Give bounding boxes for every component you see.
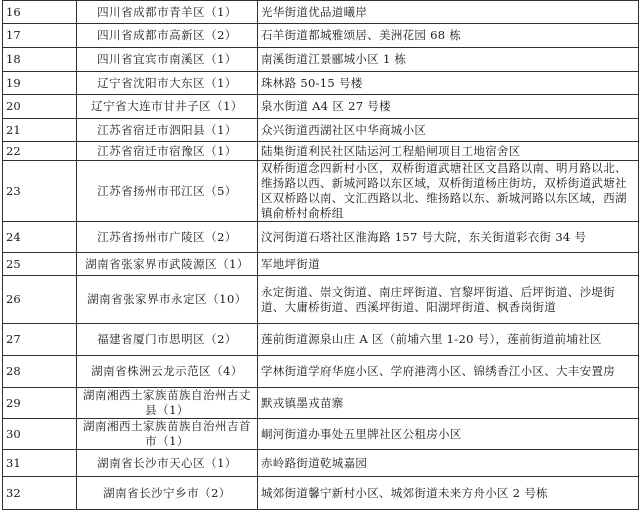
region-cell: 湖南省长沙市天心区（1） [77,450,258,477]
address-cell: 光华街道优品道曦岸 [258,1,639,24]
address-cell: 陆集街道利民社区陆运河工程船闸项目工地宿舍区 [258,142,639,161]
region-cell: 福建省厦门市思明区（2） [77,324,258,356]
table-row [3,276,639,324]
region-cell: 四川省成都市高新区（2） [77,24,258,48]
address-cell: 城郊街道馨宁新村小区、城郊街道未来方舟小区 2 号栋 [258,477,639,510]
table-row [3,95,639,119]
row-number: 17 [3,24,77,48]
address-cell: 双桥街道念四新村小区，双桥街道武塘社区文昌路以南、明月路以北、维扬路以西、新城河路以东区域，双桥街道杨庄街坊，双桥街道武塘社区双桥路以南、文汇西路以北、维扬路以东、新城河路以东区域，西湖镇俞桥村俞桥组 [258,161,639,222]
address-cell: 峒河街道办事处五里牌社区公租房小区 [258,419,639,450]
table-row [3,119,639,142]
address-cell: 珠林路 50-15 号楼 [258,72,639,95]
region-cell: 湖南省株洲云龙示范区（4） [77,356,258,388]
table-row [3,477,639,510]
region-cell: 湖南湘西土家族苗族自治州吉首市（1） [77,419,258,450]
table-row [3,24,639,48]
row-number: 16 [3,1,77,24]
table-row [3,388,639,419]
table-row [3,142,639,161]
address-cell: 南溪街道江景郦城小区 1 栋 [258,48,639,72]
row-number: 28 [3,356,77,388]
row-number: 27 [3,324,77,356]
region-cell: 江苏省宿迁市宿豫区（1） [77,142,258,161]
row-number: 29 [3,388,77,419]
address-cell: 学林街道学府华庭小区、学府港湾小区、锦绣香江小区、大丰安置房 [258,356,639,388]
region-cell: 湖南省长沙宁乡市（2） [77,477,258,510]
table-row [3,222,639,253]
row-number: 21 [3,119,77,142]
address-cell: 众兴街道西湖社区中华商城小区 [258,119,639,142]
risk-area-table [2,0,639,510]
row-number: 31 [3,450,77,477]
table-row [3,48,639,72]
region-cell: 江苏省宿迁市泗阳县（1） [77,119,258,142]
region-cell: 辽宁省沈阳市大东区（1） [77,72,258,95]
address-cell: 汶河街道石塔社区淮海路 157 号大院，东关街道彩衣街 34 号 [258,222,639,253]
table-row [3,253,639,276]
table-row [3,1,639,24]
region-cell: 湖南省张家界市永定区（10） [77,276,258,324]
row-number: 25 [3,253,77,276]
address-cell: 石羊街道都城雅颂居、美洲花园 68 栋 [258,24,639,48]
region-cell: 辽宁省大连市甘井子区（1） [77,95,258,119]
table-row [3,450,639,477]
region-cell: 四川省成都市青羊区（1） [77,1,258,24]
row-number: 30 [3,419,77,450]
table-row [3,419,639,450]
region-cell: 江苏省扬州市广陵区（2） [77,222,258,253]
address-cell: 默戎镇墨戎苗寨 [258,388,639,419]
row-number: 24 [3,222,77,253]
row-number: 26 [3,276,77,324]
address-cell: 赤岭路街道乾城嘉园 [258,450,639,477]
row-number: 23 [3,161,77,222]
address-cell: 军地坪街道 [258,253,639,276]
row-number: 22 [3,142,77,161]
table-row [3,161,639,222]
region-cell: 四川省宜宾市南溪区（1） [77,48,258,72]
table-row [3,72,639,95]
table-row [3,324,639,356]
table-body [3,1,639,510]
address-cell: 泉水街道 A4 区 27 号楼 [258,95,639,119]
region-cell: 湖南省张家界市武陵源区（1） [77,253,258,276]
row-number: 20 [3,95,77,119]
row-number: 19 [3,72,77,95]
address-cell: 永定街道、崇文街道、南庄坪街道、官黎坪街道、后坪街道、沙堤街道、大庸桥街道、西溪坪街道、阳湖坪街道、枫香岗街道 [258,276,639,324]
table-row [3,356,639,388]
address-cell: 莲前街道源泉山庄 A 区（前埔六里 1-20 号），莲前街道前埔社区 [258,324,639,356]
region-cell: 江苏省扬州市邗江区（5） [77,161,258,222]
row-number: 18 [3,48,77,72]
row-number: 32 [3,477,77,510]
region-cell: 湖南湘西土家族苗族自治州古丈县（1） [77,388,258,419]
